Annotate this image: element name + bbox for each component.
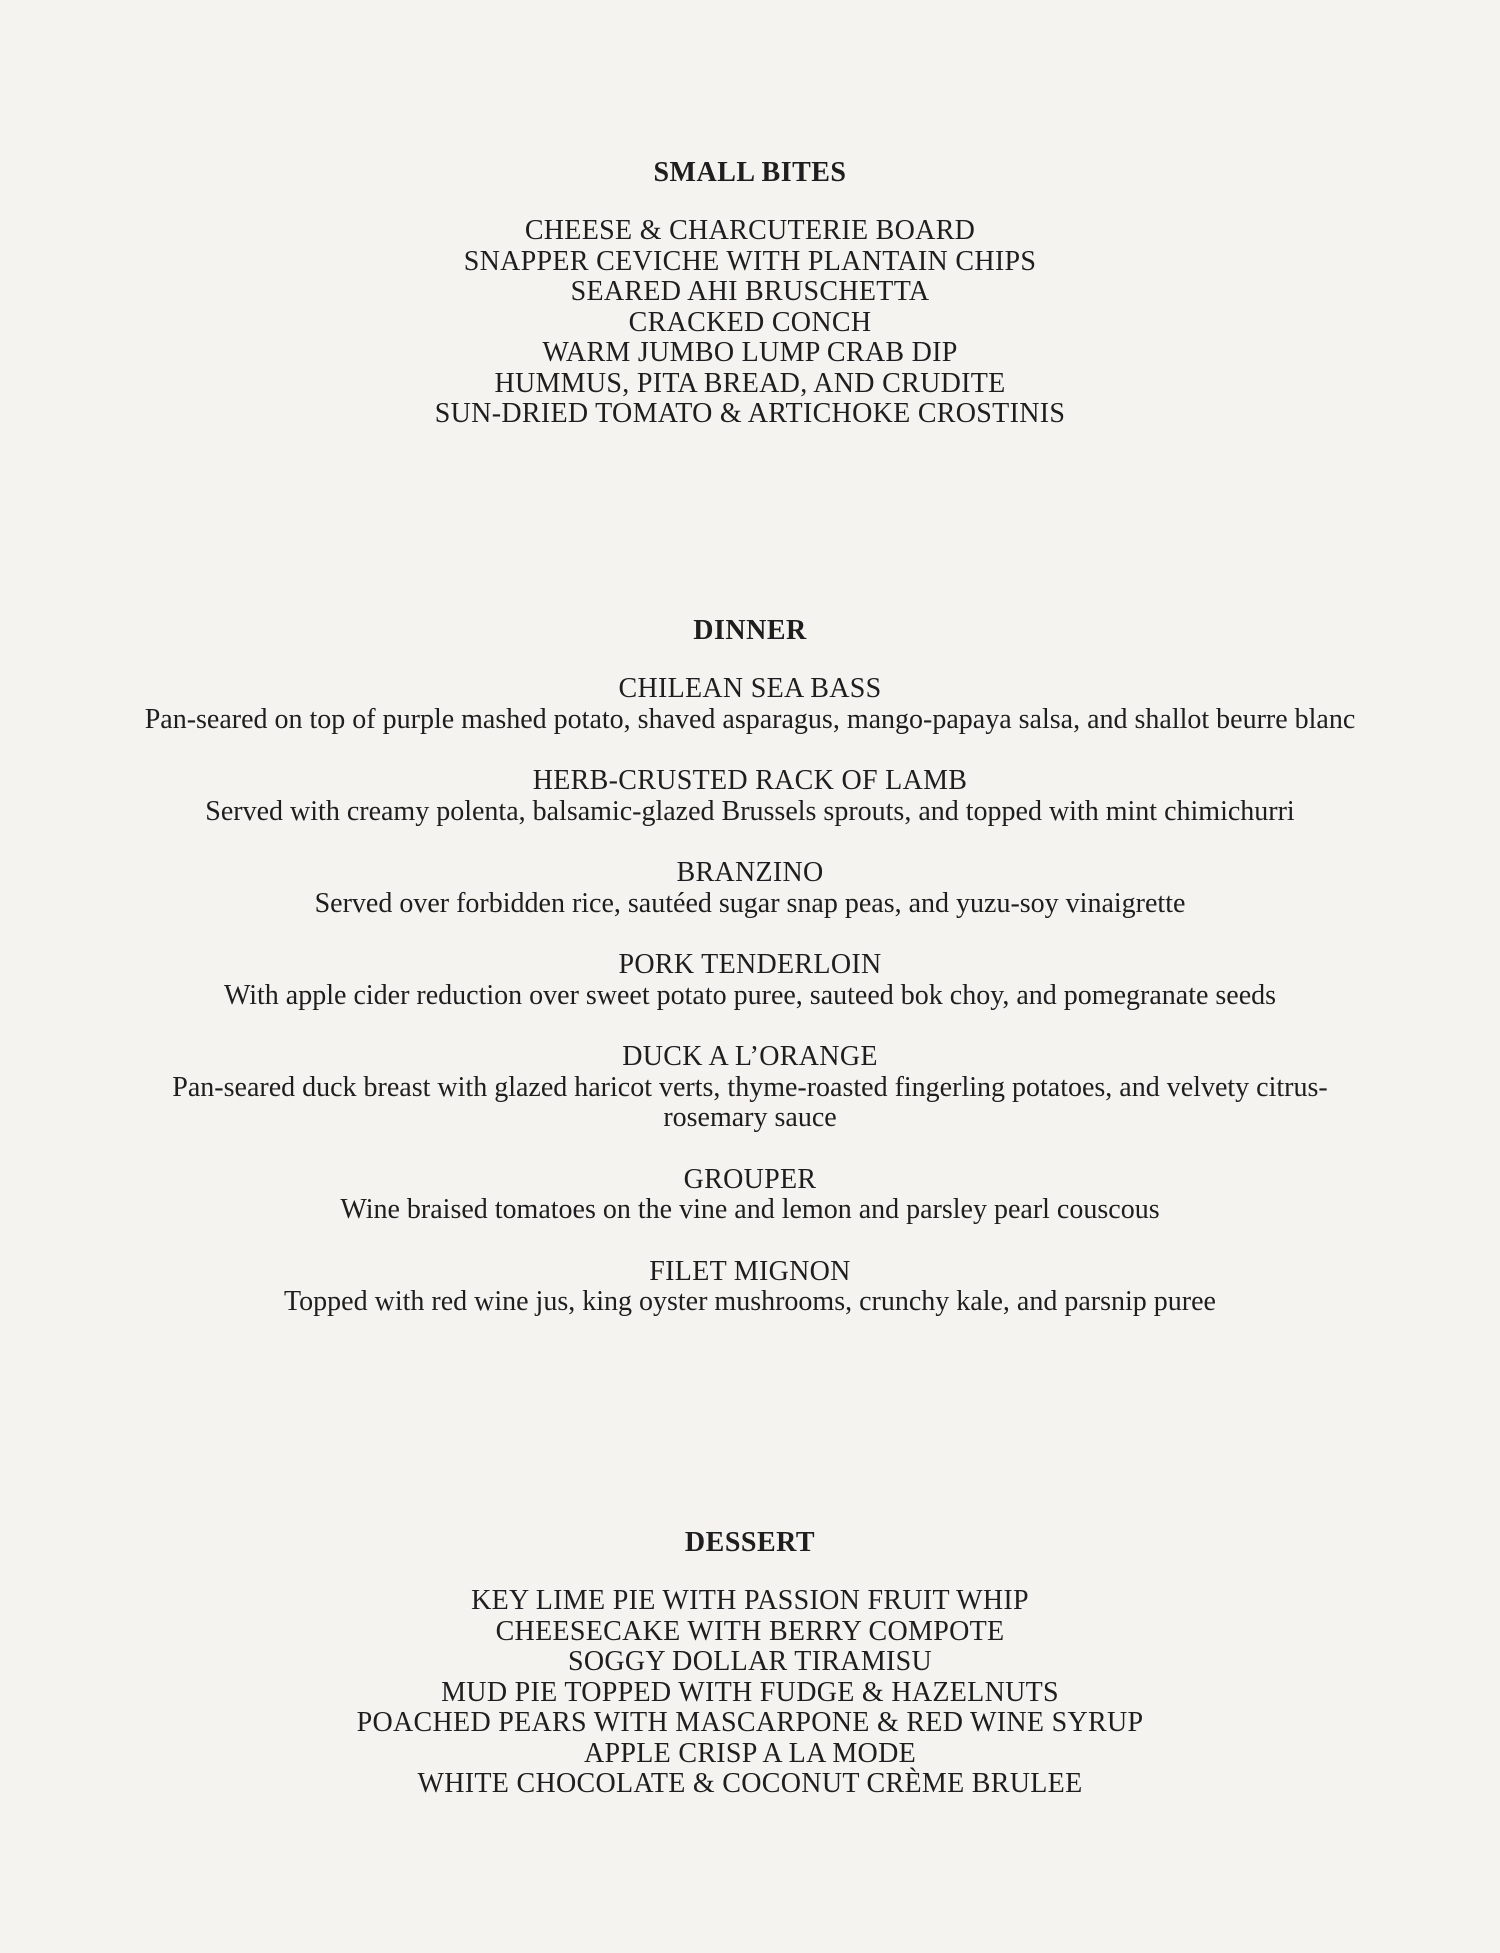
- dish-item: [0, 766, 1500, 827]
- small-bites-section: [0, 156, 1500, 430]
- dish-description: Pan-seared duck breast with glazed haricot verts, thyme-roasted fingerling potatoes, and velvety citrus-rosemary sauce: [172, 1071, 1328, 1133]
- small-bites-list: [0, 216, 1500, 430]
- dish-item: [0, 858, 1500, 919]
- dessert-title: DESSERT: [684, 1527, 816, 1558]
- dish-item: [0, 1165, 1500, 1226]
- dish-description: Wine braised tomatoes on the vine and lemon and parsley pearl couscous: [340, 1194, 1160, 1225]
- dish-name: HERB-CRUSTED RACK OF LAMB: [532, 765, 968, 796]
- dish-name: BRANZINO: [676, 857, 824, 888]
- dish-name: DUCK A L’ORANGE: [622, 1041, 878, 1072]
- dish-name: PORK TENDERLOIN: [618, 949, 882, 980]
- list-item: KEY LIME PIE WITH PASSION FRUIT WHIP: [471, 1585, 1029, 1616]
- dish-name: CHILEAN SEA BASS: [618, 673, 882, 704]
- list-item: SUN-DRIED TOMATO & ARTICHOKE CROSTINIS: [434, 398, 1066, 429]
- list-item: CHEESE & CHARCUTERIE BOARD: [524, 215, 976, 246]
- list-item: APPLE CRISP A LA MODE: [583, 1737, 916, 1769]
- dish-item: [0, 950, 1500, 1011]
- list-item: WARM JUMBO LUMP CRAB DIP: [542, 337, 958, 368]
- dish-description: Pan-seared on top of purple mashed potato, shaved asparagus, mango-papaya salsa, and shallot beurre blanc: [144, 703, 1356, 735]
- list-item: CRACKED CONCH: [628, 306, 872, 338]
- list-item: SNAPPER CEVICHE WITH PLANTAIN CHIPS: [463, 245, 1037, 277]
- dish-description: With apple cider reduction over sweet potato puree, sauteed bok choy, and pomegranate seeds: [223, 979, 1277, 1011]
- dish-name: FILET MIGNON: [649, 1255, 851, 1287]
- dish-description: Topped with red wine jus, king oyster mushrooms, crunchy kale, and parsnip puree: [284, 1286, 1216, 1317]
- list-item: SEARED AHI BRUSCHETTA: [570, 276, 930, 307]
- dish-name: GROUPER: [683, 1163, 817, 1195]
- dish-item: [0, 1257, 1500, 1318]
- dish-description: Served over forbidden rice, sautéed sugar snap peas, and yuzu-soy vinaigrette: [314, 887, 1186, 919]
- small-bites-title: SMALL BITES: [653, 157, 847, 188]
- dish-item: [0, 674, 1500, 735]
- dish-description: Served with creamy polenta, balsamic-glazed Brussels sprouts, and topped with mint chimichurri: [205, 795, 1295, 827]
- list-item: WHITE CHOCOLATE & COCONUT CRÈME BRULEE: [417, 1768, 1083, 1799]
- list-item: HUMMUS, PITA BREAD, AND CRUDITE: [494, 367, 1006, 399]
- list-item: POACHED PEARS WITH MASCARPONE & RED WINE SYRUP: [356, 1707, 1144, 1738]
- dessert-list: [0, 1586, 1500, 1800]
- dinner-list: [0, 674, 1500, 1318]
- dinner-title: DINNER: [693, 615, 807, 646]
- dinner-section: [0, 614, 1500, 1349]
- dish-item: [0, 1042, 1500, 1134]
- dessert-section: [0, 1526, 1500, 1800]
- list-item: SOGGY DOLLAR TIRAMISU: [567, 1646, 933, 1677]
- list-item: CHEESECAKE WITH BERRY COMPOTE: [495, 1615, 1005, 1647]
- list-item: MUD PIE TOPPED WITH FUDGE & HAZELNUTS: [441, 1676, 1059, 1708]
